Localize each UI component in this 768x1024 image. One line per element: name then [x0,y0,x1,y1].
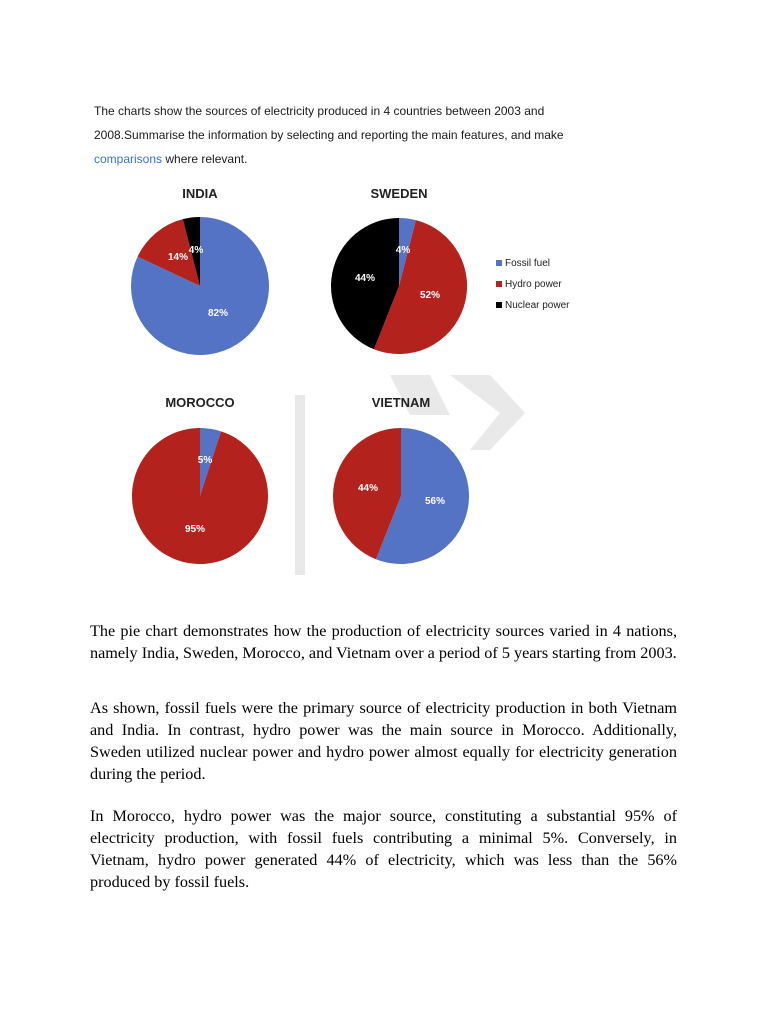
pie-charts [90,95,596,575]
prompt-tail: where relevant. [162,152,248,166]
pie-title-india: INDIA [182,186,218,201]
slice-label-india-fossil-fuel: 82% [207,308,229,319]
pie-morocco [132,395,268,564]
legend-swatch-fossil-fuel [496,260,502,266]
chart-legend [496,258,570,311]
slice-label-morocco-hydro-power: 95% [184,524,206,535]
legend-swatch-hydro-power [496,281,502,287]
slice-morocco-hydro-power [132,428,268,564]
pie-vietnam [333,395,469,564]
essay-paragraph-3: In Morocco, hydro power was the major source, constituting a substantial 95% of electricity production, with fossil fuels contributing a minimal 5%. Conversely, in Vietnam, hydro power generated 44% of electricity, which was less than the 56% produced by fossil fuels. [90,807,677,891]
pie-india [131,186,269,355]
pie-title-morocco: MOROCCO [165,395,235,410]
slice-label-india-nuclear-power: 4% [188,245,204,256]
pie-title-sweden: SWEDEN [370,186,428,201]
slice-label-morocco-fossil-fuel: 5% [197,455,213,466]
prompt-text: The charts show the sources of electricity produced in 4 countries between 2003 and 2008.Summarise the information by selecting and reporting the main features, and make [94,104,564,142]
essay-paragraph-1: The pie chart demonstrates how the production of electricity sources varied in 4 nations, namely India, Sweden, Morocco, and Vietnam over a period of 5 years starting from 2003. [90,622,677,662]
comparisons-link[interactable]: comparisons [94,152,163,166]
slice-label-india-hydro-power: 14% [167,252,189,263]
chart-figure [90,95,596,575]
slice-label-sweden-fossil-fuel: 4% [395,245,411,256]
legend-swatch-nuclear-power [496,302,502,308]
pie-sweden [331,186,467,354]
legend-label-fossil-fuel: Fossil fuel [505,258,551,269]
slice-label-sweden-nuclear-power: 44% [354,273,376,284]
slice-label-vietnam-fossil-fuel: 56% [424,496,446,507]
slice-label-vietnam-hydro-power: 44% [357,483,379,494]
pie-title-vietnam: VIETNAM [371,395,431,410]
legend-label-nuclear-power: Nuclear power [505,300,570,311]
essay-paragraph-2: As shown, fossil fuels were the primary source of electricity production in both Vietnam and India. In contrast, hydro power was the main source in Morocco. Additionally, Sweden utilized nuclear power and hydro power almost equally for electricity generation during the period. [90,699,677,783]
legend-label-hydro-power: Hydro power [505,279,562,290]
slice-label-sweden-hydro-power: 52% [419,290,441,301]
